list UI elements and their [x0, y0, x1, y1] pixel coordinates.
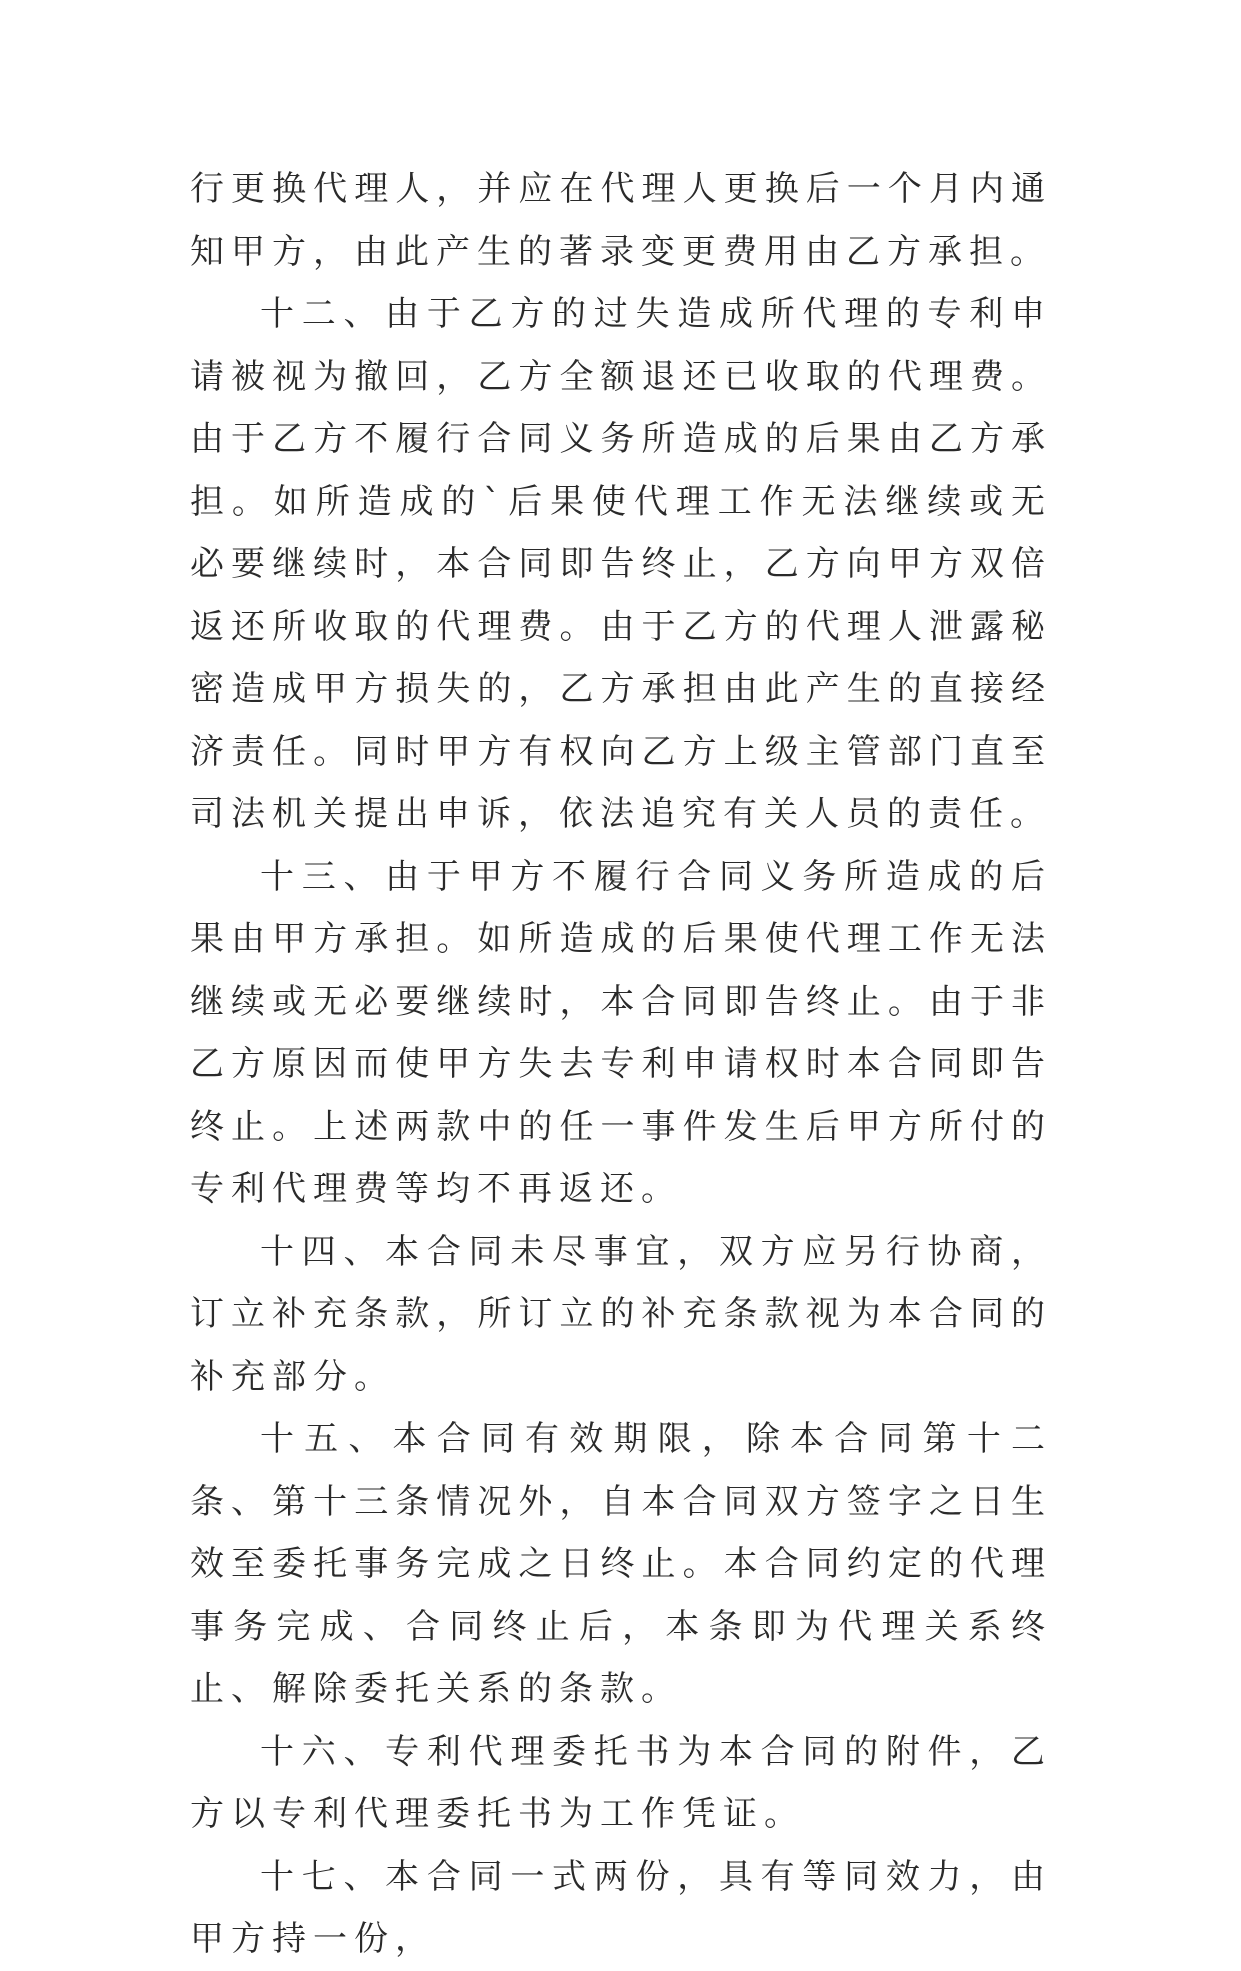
paragraph-clause-17: 十七、本合同一式两份，具有等同效力，由甲方持一份， [190, 1856, 1052, 1959]
document-body [190, 158, 1052, 1971]
paragraph-clause-13: 十三、由于甲方不履行合同义务所造成的后果由甲方承担。如所造成的后果使代理工作无法继续或无必要继续时，本合同即告终止。由于非乙方原因而使甲方失去专利申请权时本合同即告终止。上述两款中的任一事件发生后甲方所付的专利代理费等均不再返还。 [190, 856, 1052, 1209]
paragraph-clause-16: 十六、专利代理委托书为本合同的附件，乙方以专利代理委托书为工作凭证。 [190, 1731, 1052, 1834]
paragraph-continuation: 行更换代理人，并应在代理人更换后一个月内通知甲方，由此产生的著录变更费用由乙方承担。 [190, 169, 1052, 272]
paragraph-clause-15: 十五、本合同有效期限，除本合同第十二条、第十三条情况外，自本合同双方签字之日生效至委托事务完成之日终止。本合同约定的代理事务完成、合同终止后，本条即为代理关系终止、解除委托关系的条款。 [190, 1419, 1052, 1709]
paragraph-clause-14: 十四、本合同未尽事宜，双方应另行协商，订立补充条款，所订立的补充条款视为本合同的补充部分。 [190, 1231, 1052, 1397]
paragraph-clause-12: 十二、由于乙方的过失造成所代理的专利申请被视为撤回，乙方全额退还已收取的代理费。由于乙方不履行合同义务所造成的后果由乙方承担。如所造成的`后果使代理工作无法继续或无必要继续时，本合同即告终止，乙方向甲方双倍返还所收取的代理费。由于乙方的代理人泄露秘密造成甲方损失的，乙方承担由此产生的直接经济责任。同时甲方有权向乙方上级主管部门直至司法机关提出申诉，依法追究有关人员的责任。 [190, 294, 1052, 834]
